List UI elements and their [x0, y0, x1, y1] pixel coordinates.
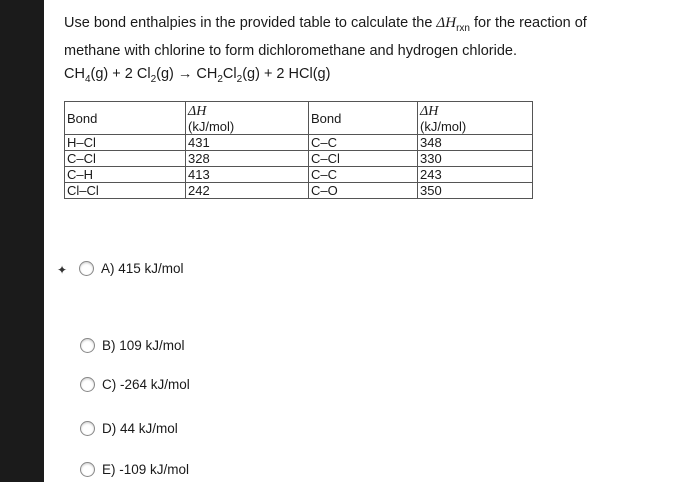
table-cell: C–C [309, 135, 418, 151]
table-cell: 348 [418, 135, 533, 151]
table-cell: 242 [186, 183, 309, 199]
radio-button-e[interactable] [80, 462, 95, 477]
question-text [64, 12, 624, 63]
table-cell: C–O [309, 183, 418, 199]
choice-a[interactable] [79, 261, 184, 276]
choice-letter: B) [102, 338, 116, 353]
dh-symbol: ΔH [420, 103, 439, 119]
radio-button-d[interactable] [80, 421, 95, 436]
choice-letter: A) [101, 261, 115, 276]
table-cell: 328 [186, 151, 309, 167]
header-bond-2: Bond [309, 102, 418, 135]
radio-button-b[interactable] [80, 338, 95, 353]
eq-ch: CH [64, 66, 85, 82]
dh-unit: (kJ/mol) [420, 118, 467, 134]
choice-letter: C) [102, 377, 117, 392]
question-part1: Use bond enthalpies in the provided table to calculate the [64, 15, 437, 31]
table-cell: 431 [186, 135, 309, 151]
choice-e[interactable] [80, 462, 189, 477]
choice-c[interactable] [80, 377, 190, 392]
eq-sub-2c: 2 [236, 73, 243, 85]
eq-sub-4: 4 [84, 73, 91, 85]
choice-text: -264 kJ/mol [120, 377, 190, 392]
table-cell: C–Cl [309, 151, 418, 167]
choice-text: 415 kJ/mol [118, 261, 184, 276]
header-bond-1: Bond [65, 102, 186, 135]
choice-text: -109 kJ/mol [119, 462, 190, 477]
eq-products: (g) + 2 HCl(g) [242, 66, 331, 82]
eq-arrow-part: (g) → CH [156, 66, 218, 82]
table-cell: Cl–Cl [65, 183, 186, 199]
delta-h-subscript: rxn [456, 22, 470, 34]
table-row [65, 183, 533, 199]
radio-button-a[interactable] [79, 261, 94, 276]
table-cell: 243 [418, 167, 533, 183]
eq-sub-2a: 2 [150, 73, 157, 85]
choice-text: 109 kJ/mol [119, 338, 185, 353]
table-row [65, 135, 533, 151]
choice-b[interactable] [80, 338, 185, 353]
radio-button-c[interactable] [80, 377, 95, 392]
choice-d[interactable] [80, 421, 178, 436]
table-header-row [65, 102, 533, 135]
choice-text: 44 kJ/mol [120, 421, 178, 436]
table-cell: 413 [186, 167, 309, 183]
table-cell: 330 [418, 151, 533, 167]
eq-cl: Cl [222, 66, 237, 82]
choice-letter: D) [102, 421, 117, 436]
table-cell: C–H [65, 167, 186, 183]
mouse-pointer-icon: ✦ [57, 263, 68, 277]
bond-enthalpy-table [64, 101, 533, 199]
reaction-equation [64, 66, 330, 85]
header-dh-1 [186, 102, 309, 135]
table-cell: H–Cl [65, 135, 186, 151]
dh-symbol: ΔH [188, 103, 207, 119]
dh-unit: (kJ/mol) [188, 118, 235, 134]
table-row [65, 151, 533, 167]
delta-h-symbol: ΔH [436, 15, 457, 31]
eq-part: (g) + 2 Cl [90, 66, 151, 82]
table-cell: C–C [309, 167, 418, 183]
header-dh-2 [418, 102, 533, 135]
table-cell: C–Cl [65, 151, 186, 167]
choice-letter: E) [102, 462, 116, 477]
question-page [44, 0, 700, 482]
question-part2: for the reaction of methane with chlorine to form dichloromethane and hydrogen chloride. [64, 15, 587, 59]
eq-sub-2b: 2 [217, 73, 223, 85]
table-row [65, 167, 533, 183]
table-cell: 350 [418, 183, 533, 199]
